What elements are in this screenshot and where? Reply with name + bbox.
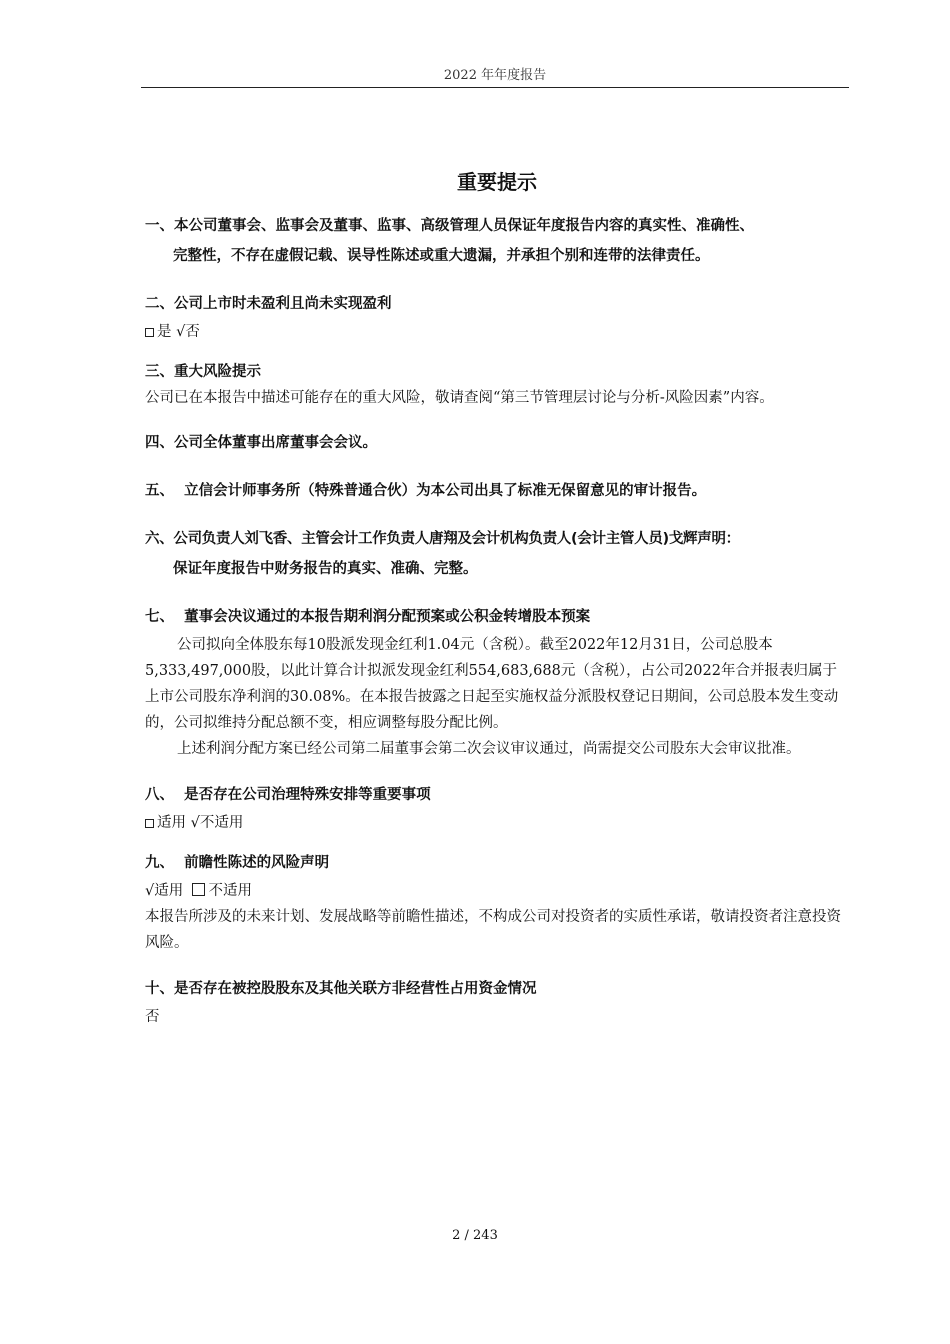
unchecked-box-icon — [192, 883, 205, 896]
document-body — [145, 160, 849, 1030]
page-header: 2022 年年度报告 — [443, 68, 547, 83]
check-mark-icon: √ — [145, 883, 155, 899]
section-2-heading: 二、公司上市时未盈利且尚未实现盈利 — [145, 296, 392, 312]
section-1-line1: 一、本公司董事会、监事会及董事、监事、高级管理人员保证年度报告内容的真实性、准确性、 — [145, 218, 754, 234]
section-10-answer: 否 — [145, 1009, 160, 1025]
section-4-heading: 四、公司全体董事出席董事会会议。 — [145, 435, 377, 451]
section-8-options — [145, 810, 849, 836]
section-7-paragraph-1: 公司拟向全体股东每10股派发现金红利1.04元（含税）。截至2022年12月31日，公司总股本5,333,497,000股，以此计算合计拟派发现金红利554,683,688元（含税），占公司2022年合并报表归属于上市公司股东净利润的30.08%。在本报告披露之日起至实施权益分派股权登记日期间，公司总股本发生变动的，公司拟维持分配总额不变，相应调整每股分配比例。 — [145, 637, 839, 731]
unchecked-box-icon — [145, 328, 154, 337]
unchecked-box-icon — [145, 819, 154, 828]
section-6-line2: 保证年度报告中财务报告的真实、准确、完整。 — [173, 561, 478, 577]
page-number: 2 / 243 — [452, 1228, 498, 1243]
section-8-heading: 八、 是否存在公司治理特殊安排等重要事项 — [145, 787, 431, 803]
option-applicable: 适用 — [157, 815, 186, 831]
check-mark-icon: √ — [190, 815, 200, 831]
section-2-options — [145, 319, 849, 345]
option-not-applicable: 不适用 — [208, 883, 252, 899]
section-6-line1: 六、公司负责人刘飞香、主管会计工作负责人唐翔及会计机构负责人(会计主管人员)戈辉声明： — [145, 531, 740, 547]
section-3-body: 公司已在本报告中描述可能存在的重大风险，敬请查阅“第三节管理层讨论与分析-风险因素”内容。 — [145, 390, 774, 406]
check-mark-icon: √ — [176, 324, 186, 340]
option-no: 否 — [185, 324, 200, 340]
section-3-heading: 三、重大风险提示 — [145, 364, 261, 380]
section-5-heading: 五、 立信会计师事务所（特殊普通合伙）为本公司出具了标准无保留意见的审计报告。 — [145, 483, 707, 499]
section-7-paragraph-2: 上述利润分配方案已经公司第二届董事会第二次会议审议通过，尚需提交公司股东大会审议批准。 — [177, 741, 801, 757]
section-9-body: 本报告所涉及的未来计划、发展战略等前瞻性描述，不构成公司对投资者的实质性承诺，敬请投资者注意投资风险。 — [145, 909, 841, 951]
page-title: 重要提示 — [457, 170, 537, 194]
section-1-line2: 完整性，不存在虚假记载、误导性陈述或重大遗漏，并承担个别和连带的法律责任。 — [173, 248, 710, 264]
section-9-options — [145, 878, 849, 904]
option-applicable: 适用 — [154, 883, 184, 899]
option-yes: 是 — [157, 324, 172, 340]
header-rule — [141, 87, 849, 88]
option-not-applicable: 不适用 — [199, 815, 244, 831]
section-10-heading: 十、是否存在被控股股东及其他关联方非经营性占用资金情况 — [145, 981, 537, 997]
section-7-heading: 七、 董事会决议通过的本报告期利润分配预案或公积金转增股本预案 — [145, 609, 591, 625]
section-9-heading: 九、 前瞻性陈述的风险声明 — [145, 855, 330, 871]
